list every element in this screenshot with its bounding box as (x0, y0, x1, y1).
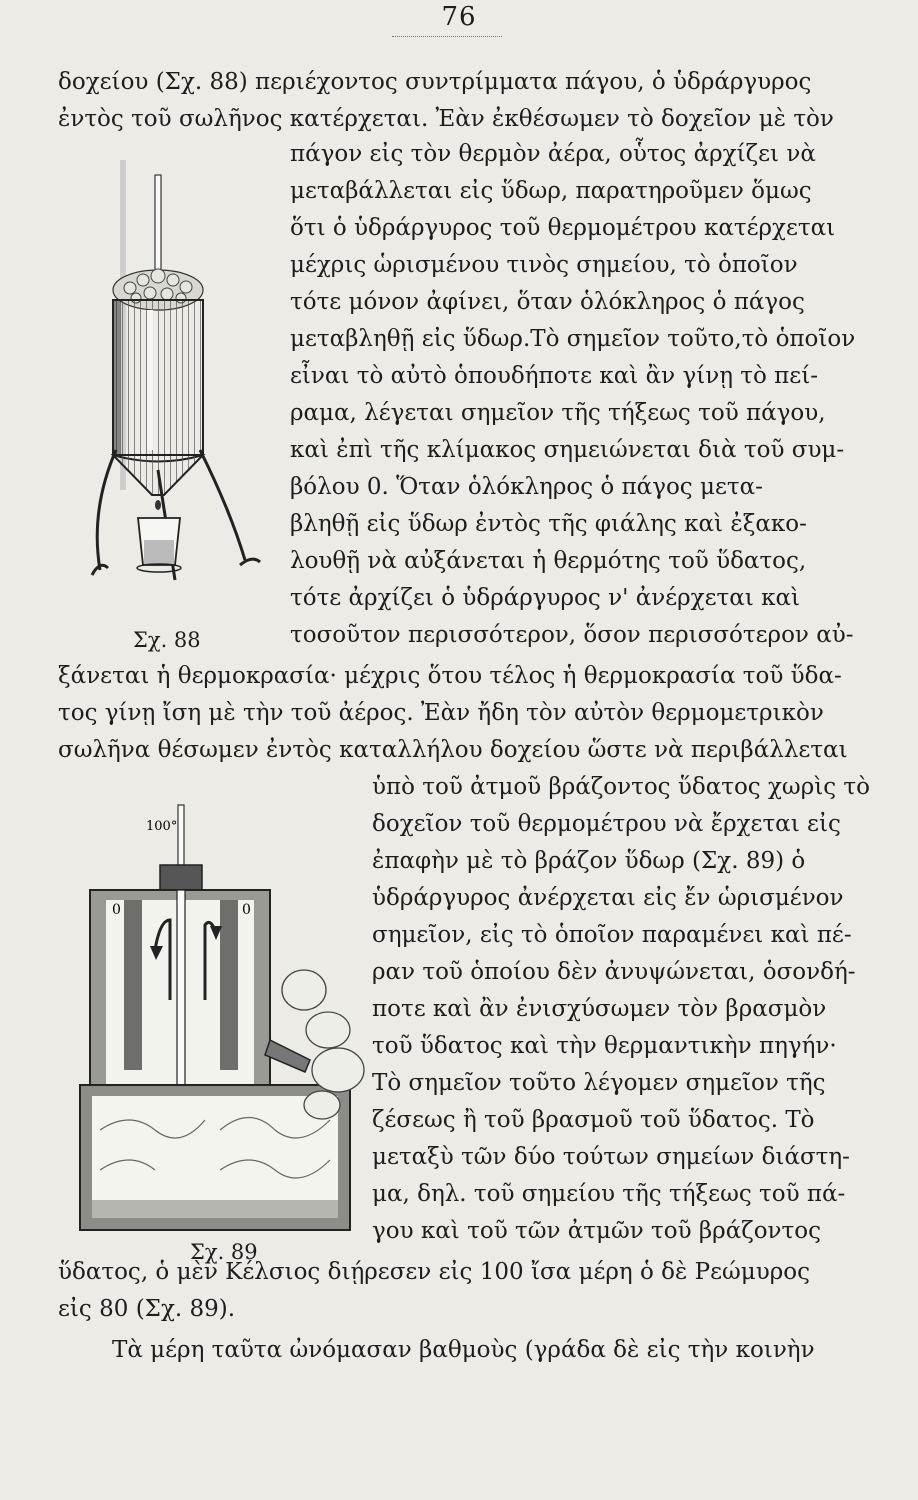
text-line: μέχρις ὡρισμένου τινὸς σημείου, τὸ ὁποῖον (290, 252, 798, 278)
text-line: πάγον εἰς τὸν θερμὸν ἀέρα, οὗτος ἀρχίζει νὰ (290, 141, 816, 167)
fig89-scale-label: 100° (146, 819, 178, 834)
text-line: δοχεῖον τοῦ θερμομέτρου νὰ ἔρχεται εἰς (372, 811, 841, 837)
text-line: δοχείου (Σχ. 88) περιέχοντος συντρίμματα πάγου, ὁ ὑδράργυρος (58, 69, 812, 95)
text-line: εἶναι τὸ αὐτὸ ὁπουδήποτε καὶ ἂν γίνῃ τὸ πεί- (290, 363, 818, 389)
figure-89-caption: Σχ. 89 (190, 1240, 258, 1264)
figure-88-caption: Σχ. 88 (133, 628, 201, 652)
text-line: λουθῇ νὰ αὐξάνεται ἡ θερμότης τοῦ ὕδατος, (290, 548, 807, 574)
text-line: ὑπὸ τοῦ ἀτμοῦ βράζοντος ὕδατος χωρὶς τὸ (372, 774, 870, 800)
text-line: σημεῖον, εἰς τὸ ὁποῖον παραμένει καὶ πέ- (372, 922, 852, 948)
text-line: ξάνεται ἡ θερμοκρασία· μέχρις ὅτου τέλος ἡ θερμοκρασία τοῦ ὕδα- (58, 663, 842, 689)
text-line: τοῦ ὕδατος καὶ τὴν θερμαντικὴν πηγήν· (372, 1033, 837, 1059)
page-number: 76 (441, 2, 477, 32)
figure-89-boiling-apparatus-illustration (60, 800, 370, 1250)
text-line: τότε ἀρχίζει ὁ ὑδράργυρος ν' ἀνέρχεται καὶ (290, 585, 801, 611)
text-line: βληθῇ εἰς ὕδωρ ἐντὸς τῆς φιάλης καὶ ἐξακο- (290, 511, 807, 537)
text-line: ἐπαφὴν μὲ τὸ βράζον ὕδωρ (Σχ. 89) ὁ (372, 848, 806, 874)
figure-88-ice-vessel-illustration (80, 150, 290, 620)
text-line: ὑδράργυρος ἀνέρχεται εἰς ἔν ὡρισμένον (372, 885, 844, 911)
text-line: ὅτι ὁ ὑδράργυρος τοῦ θερμομέτρου κατέρχεται (290, 215, 836, 241)
text-line: τος γίνῃ ἴση μὲ τὴν τοῦ ἀέρος. Ἐὰν ἤδη τὸν αὐτὸν θερμομετρικὸν (58, 700, 824, 726)
text-line: Τὸ σημεῖον τοῦτο λέγομεν σημεῖον τῆς (372, 1070, 826, 1096)
text-line: βόλου 0. Ὅταν ὁλόκληρος ὁ πάγος μετα- (290, 474, 763, 500)
text-line: ραν τοῦ ὁποίου δὲν ἀνυψώνεται, ὁσονδή- (372, 959, 856, 985)
text-line: ὕδατος, ὁ μὲν Κέλσιος διῄρεσεν εἰς 100 ἴσα μέρη ὁ δὲ Ρεώμυρος (58, 1259, 810, 1285)
text-line: σωλῆνα θέσωμεν ἐντὸς καταλλήλου δοχείου ὥστε νὰ περιβάλλεται (58, 737, 848, 763)
text-line: ἐντὸς τοῦ σωλῆνος κατέρχεται. Ἐὰν ἐκθέσωμεν τὸ δοχεῖον μὲ τὸν (58, 106, 834, 132)
text-line: ραμα, λέγεται σημεῖον τῆς τήξεως τοῦ πάγου, (290, 400, 826, 426)
text-line: ζέσεως ἢ τοῦ βρασμοῦ τοῦ ὕδατος. Τὸ (372, 1107, 815, 1133)
text-line: Τὰ μέρη ταῦτα ὠνόμασαν βαθμοὺς (γράδα δὲ εἰς τὴν κοινὴν (112, 1337, 815, 1363)
fig89-zero-mark-right: 0 (242, 902, 251, 918)
text-line: καὶ ἐπὶ τῆς κλίμακος σημειώνεται διὰ τοῦ συμ- (290, 437, 845, 463)
text-line: μεταβληθῇ εἰς ὕδωρ.Τὸ σημεῖον τοῦτο,τὸ ὁποῖον (290, 326, 856, 352)
text-line: μεταβάλλεται εἰς ὕδωρ, παρατηροῦμεν ὅμως (290, 178, 812, 204)
text-line: εἰς 80 (Σχ. 89). (58, 1296, 236, 1322)
header-rule (392, 36, 502, 37)
text-line: ποτε καὶ ἂν ἐνισχύσωμεν τὸν βρασμὸν (372, 996, 827, 1022)
text-line: τοσοῦτον περισσότερον, ὅσον περισσότερον αὐ- (290, 622, 854, 648)
text-line: τότε μόνον ἀφίνει, ὅταν ὁλόκληρος ὁ πάγος (290, 289, 805, 315)
fig89-zero-mark-left: 0 (112, 902, 121, 918)
text-line: γου καὶ τοῦ τῶν ἀτμῶν τοῦ βράζοντος (372, 1218, 821, 1244)
text-line: μεταξὺ τῶν δύο τούτων σημείων διάστη- (372, 1144, 850, 1170)
text-line: μα, δηλ. τοῦ σημείου τῆς τήξεως τοῦ πά- (372, 1181, 846, 1207)
